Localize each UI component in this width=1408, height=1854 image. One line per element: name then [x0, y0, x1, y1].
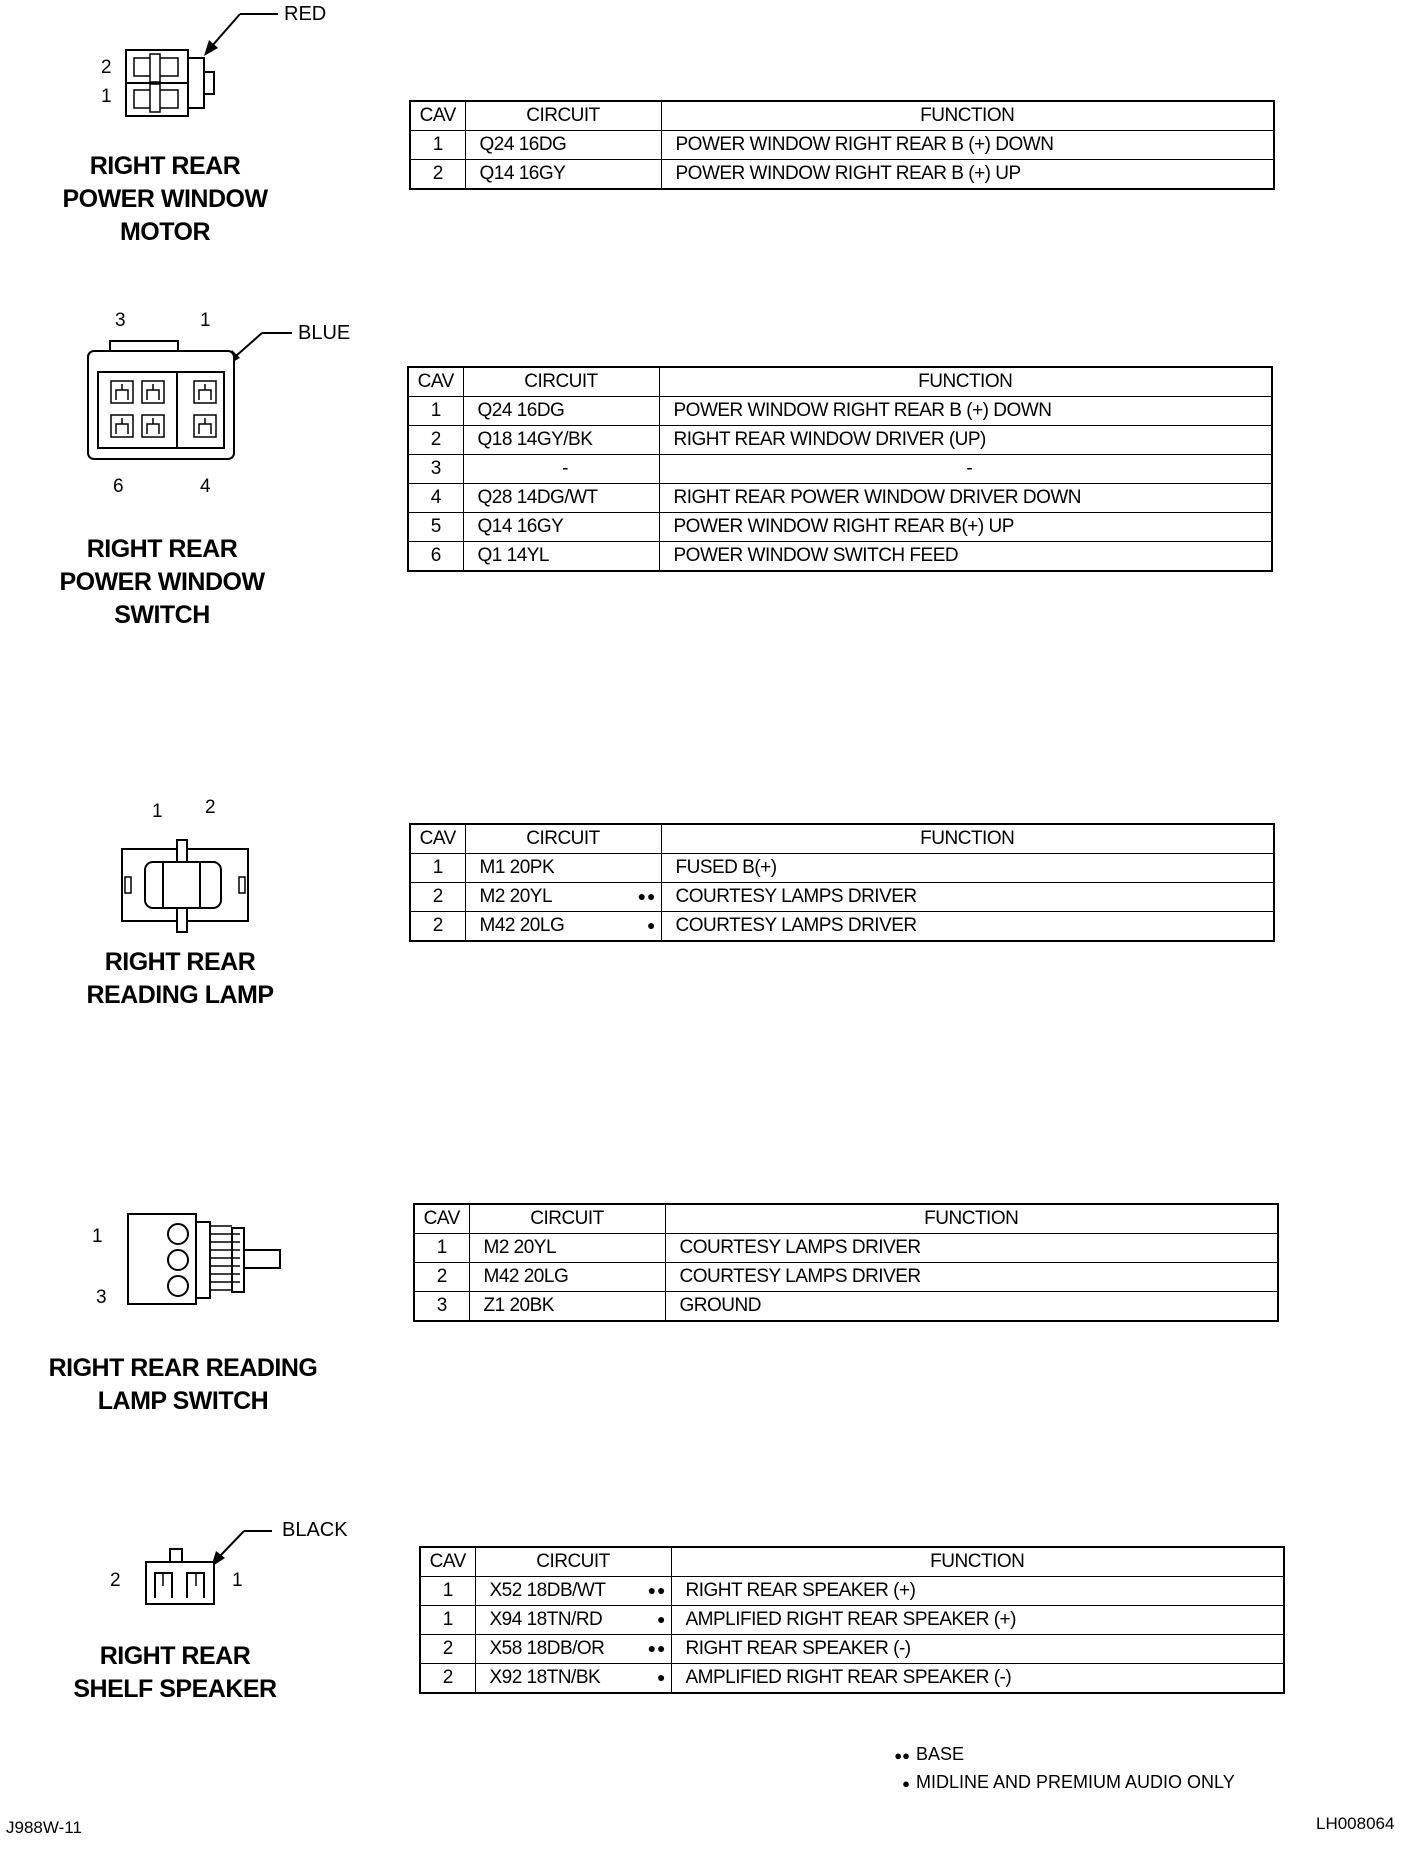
- cav-cell: 2: [420, 1635, 475, 1664]
- circuit-cell: Q1 14YL: [463, 542, 659, 572]
- circuit-cell: [475, 1606, 671, 1635]
- circuit-cell: Z1 20BK: [469, 1292, 665, 1322]
- header-circuit: CIRCUIT: [475, 1547, 671, 1577]
- connector-name-line: LAMP SWITCH: [97, 1387, 269, 1415]
- function-cell: -: [659, 455, 1272, 484]
- connector-name-line: POWER WINDOW: [62, 185, 268, 213]
- circuit-cell: Q14 16GY: [463, 513, 659, 542]
- circuit-text: X52 18DB/WT: [489, 1580, 606, 1601]
- function-cell: RIGHT REAR POWER WINDOW DRIVER DOWN: [659, 484, 1272, 513]
- function-cell: RIGHT REAR WINDOW DRIVER (UP): [659, 426, 1272, 455]
- connector-name-line: RIGHT REAR: [99, 1642, 251, 1670]
- pin-label: 1: [232, 1570, 243, 1591]
- function-cell: POWER WINDOW RIGHT REAR B(+) UP: [659, 513, 1272, 542]
- circuit-text: X58 18DB/OR: [489, 1638, 605, 1659]
- header-cav: CAV: [420, 1547, 475, 1577]
- cav-cell: 1: [420, 1577, 475, 1606]
- drawing-number: LH008064: [1316, 1814, 1395, 1833]
- cav-cell: 3: [408, 455, 463, 484]
- table-row: [420, 1606, 1284, 1635]
- cav-cell: 2: [420, 1664, 475, 1694]
- connector-name-line: RIGHT REAR: [86, 535, 238, 563]
- header-function: FUNCTION: [659, 367, 1272, 397]
- function-cell: COURTESY LAMPS DRIVER: [661, 883, 1274, 912]
- pin-label: 2: [110, 1570, 121, 1591]
- pin-label: 2: [205, 797, 216, 818]
- figure-id: J988W-11: [6, 1818, 82, 1837]
- pin-label: 4: [200, 476, 211, 497]
- header-function: FUNCTION: [661, 101, 1274, 131]
- legend-marker: ●: [902, 1776, 910, 1791]
- header-circuit: CIRCUIT: [469, 1204, 665, 1234]
- function-cell: POWER WINDOW RIGHT REAR B (+) DOWN: [661, 131, 1274, 160]
- table-header-row: [420, 1547, 1284, 1577]
- circuit-cell: Q24 16DG: [463, 397, 659, 426]
- circuit-cell: Q28 14DG/WT: [463, 484, 659, 513]
- connector-name-line: RIGHT REAR READING: [48, 1354, 318, 1382]
- circuit-text: X92 18TN/BK: [489, 1667, 601, 1688]
- circuit-cell: [475, 1664, 671, 1694]
- legend-marker: ●●: [894, 1748, 910, 1763]
- function-cell: POWER WINDOW RIGHT REAR B (+) UP: [661, 160, 1274, 190]
- table-row: [420, 1635, 1284, 1664]
- header-function: FUNCTION: [665, 1204, 1278, 1234]
- table-row: [420, 1577, 1284, 1606]
- legend-text: MIDLINE AND PREMIUM AUDIO ONLY: [916, 1772, 1235, 1792]
- variant-marker: ●●: [647, 1582, 667, 1598]
- cav-cell: 1: [408, 397, 463, 426]
- legend-text: BASE: [916, 1744, 965, 1764]
- table-row: [420, 1664, 1284, 1694]
- connector-name-line: RIGHT REAR: [89, 152, 241, 180]
- cav-cell: 1: [410, 854, 465, 883]
- connector-name-line: RIGHT REAR: [104, 948, 256, 976]
- circuit-text: M2 20YL: [479, 886, 553, 907]
- function-cell: COURTESY LAMPS DRIVER: [665, 1263, 1278, 1292]
- connector-name-line: SHELF SPEAKER: [73, 1675, 277, 1703]
- circuit-text: M1 20PK: [479, 857, 555, 878]
- circuit-cell: M42 20LG: [469, 1263, 665, 1292]
- header-circuit: CIRCUIT: [465, 824, 661, 854]
- pin-label: 3: [96, 1287, 107, 1308]
- pin-label: 1: [92, 1226, 103, 1247]
- function-cell: GROUND: [665, 1292, 1278, 1322]
- cav-cell: 2: [414, 1263, 469, 1292]
- circuit-cell: [475, 1635, 671, 1664]
- pin-label: 3: [115, 310, 126, 331]
- header-cav: CAV: [414, 1204, 469, 1234]
- legend-item: [880, 1769, 1235, 1797]
- variant-marker: ●: [657, 1611, 667, 1627]
- connector-color-label: BLACK: [282, 1519, 348, 1541]
- header-circuit: CIRCUIT: [465, 101, 661, 131]
- connector-name-line: SWITCH: [114, 601, 210, 629]
- pin-label: 1: [152, 801, 163, 822]
- legend-item: [880, 1741, 1235, 1769]
- pin-label: 1: [101, 86, 112, 107]
- header-cav: CAV: [410, 824, 465, 854]
- cav-cell: 6: [408, 542, 463, 572]
- function-cell: FUSED B(+): [661, 854, 1274, 883]
- function-cell: POWER WINDOW RIGHT REAR B (+) DOWN: [659, 397, 1272, 426]
- legend: [880, 1741, 1235, 1797]
- header-circuit: CIRCUIT: [463, 367, 659, 397]
- circuit-cell: [475, 1577, 671, 1606]
- circuit-text: M42 20LG: [479, 915, 565, 936]
- cav-cell: 1: [410, 131, 465, 160]
- function-cell: RIGHT REAR SPEAKER (+): [671, 1577, 1284, 1606]
- header-function: FUNCTION: [671, 1547, 1284, 1577]
- circuit-cell: M2 20YL: [469, 1234, 665, 1263]
- function-cell: COURTESY LAMPS DRIVER: [665, 1234, 1278, 1263]
- cav-cell: 1: [414, 1234, 469, 1263]
- circuit-text: X94 18TN/RD: [489, 1609, 603, 1630]
- cav-cell: 2: [408, 426, 463, 455]
- function-cell: RIGHT REAR SPEAKER (-): [671, 1635, 1284, 1664]
- header-function: FUNCTION: [661, 824, 1274, 854]
- pin-label: 6: [113, 476, 124, 497]
- variant-marker: ●●: [647, 1640, 667, 1656]
- cav-cell: 5: [408, 513, 463, 542]
- connector-name: [50, 1640, 300, 1706]
- function-cell: AMPLIFIED RIGHT REAR SPEAKER (+): [671, 1606, 1284, 1635]
- header-cav: CAV: [408, 367, 463, 397]
- pinout-table: [419, 1546, 1285, 1694]
- connector-color-label: RED: [284, 3, 327, 25]
- function-cell: AMPLIFIED RIGHT REAR SPEAKER (-): [671, 1664, 1284, 1694]
- connector-name-line: POWER WINDOW: [59, 568, 265, 596]
- function-cell: POWER WINDOW SWITCH FEED: [659, 542, 1272, 572]
- circuit-cell: -: [463, 455, 659, 484]
- cav-cell: 2: [410, 883, 465, 912]
- function-cell: COURTESY LAMPS DRIVER: [661, 912, 1274, 942]
- cav-cell: 2: [410, 912, 465, 942]
- header-cav: CAV: [410, 101, 465, 131]
- circuit-cell: Q14 16GY: [465, 160, 661, 190]
- connector-name-line: MOTOR: [119, 218, 211, 246]
- pin-label: 2: [101, 57, 112, 78]
- variant-marker: ●: [657, 1669, 667, 1685]
- circuit-cell: Q18 14GY/BK: [463, 426, 659, 455]
- cav-cell: 2: [410, 160, 465, 190]
- pin-label: 1: [200, 310, 211, 331]
- cav-cell: 3: [414, 1292, 469, 1322]
- circuit-cell: Q24 16DG: [465, 131, 661, 160]
- connector-name-line: READING LAMP: [86, 981, 274, 1009]
- cav-cell: 1: [420, 1606, 475, 1635]
- variant-marker: ●: [647, 917, 657, 933]
- cav-cell: 4: [408, 484, 463, 513]
- variant-marker: ●●: [637, 888, 657, 904]
- connector-color-label: BLUE: [298, 322, 351, 344]
